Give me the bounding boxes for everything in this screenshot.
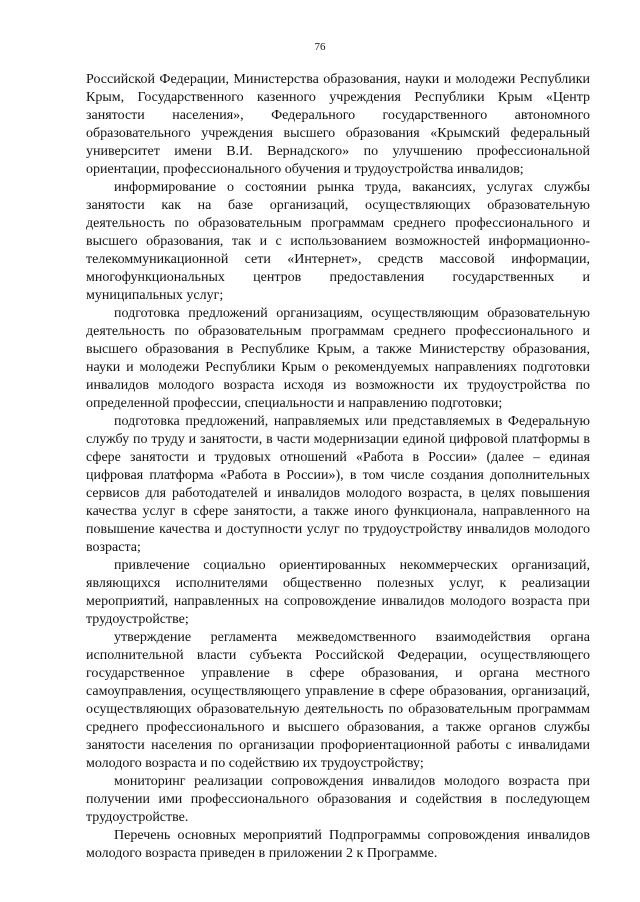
- paragraph-informing: информирование о состоянии рынка труда, вакансиях, услугах службы занятости как на базе организаций, осуществляющих образовательную деятельность по образовательным программам среднего профессионального и высшего образования, так и с использованием возможностей информационно-телекоммуникационной сети «Интернет», средств массовой информации, многофункциональных центров предоставления государственных и муниципальных услуг;: [86, 180, 590, 303]
- body-text: [86, 71, 590, 863]
- paragraph-proposals-federal-service: подготовка предложений, направляемых или представляемых в Федеральную службу по труду и занятости, в части модернизации единой цифровой платформы в сфере занятости и трудовых отношений «Работа в России» (далее – единая цифровая платформа «Работа в России»), в том числе создания дополнительных сервисов для работодателей и инвалидов молодого возраста, в целях повышения качества услуг в сфере занятости, а также иного функционала, направленного на повышение качества и доступности услуг по трудоустройству инвалидов молодого возраста;: [86, 414, 590, 555]
- paragraph-regulation-approval: утверждение регламента межведомственного взаимодействия органа исполнительной власти субъекта Российской Федерации, осуществляющего государственное управление в сфере образования, и органа местного самоуправления, осуществляющего управление в сфере образования, организаций, осуществляющих образовательную деятельность по образовательным программам среднего профессионального и высшего образования, а также органов службы занятости населения по организации профориентационной работы с инвалидами молодого возраста и по содействию их трудоустройству;: [86, 630, 590, 771]
- paragraph-continuation: Российской Федерации, Министерства образования, науки и молодежи Республики Крым, Государственного казенного учреждения Республики Крым «Центр занятости населения», Федерального государственного автономного образовательного учреждения высшего образования «Крымский федеральный университет имени В.И. Вернадского» по улучшению профессиональной ориентации, профессионального обучения и трудоустройства инвалидов;: [86, 72, 590, 177]
- paragraph-activities-list: Перечень основных мероприятий Подпрограммы сопровождения инвалидов молодого возраста приведен в приложении 2 к Программе.: [86, 828, 590, 861]
- paragraph-proposals-organizations: подготовка предложений организациям, осуществляющим образовательную деятельность по образовательным программам среднего профессионального и высшего образования в Республике Крым, а также Министерству образования, науки и молодежи Республики Крым о рекомендуемых направлениях подготовки инвалидов молодого возраста исходя из возможности их трудоустройства по определенной профессии, специальности и направлению подготовки;: [86, 306, 590, 411]
- paragraph-monitoring: мониторинг реализации сопровождения инвалидов молодого возраста при получении ими профессионального образования и содействия в последующем трудоустройстве.: [86, 774, 590, 825]
- paragraph-nonprofit-involvement: привлечение социально ориентированных некоммерческих организаций, являющихся исполнителями общественно полезных услуг, к реализации мероприятий, направленных на сопровождение инвалидов молодого возраста при трудоустройстве;: [86, 558, 590, 627]
- page-number: 76: [314, 41, 326, 53]
